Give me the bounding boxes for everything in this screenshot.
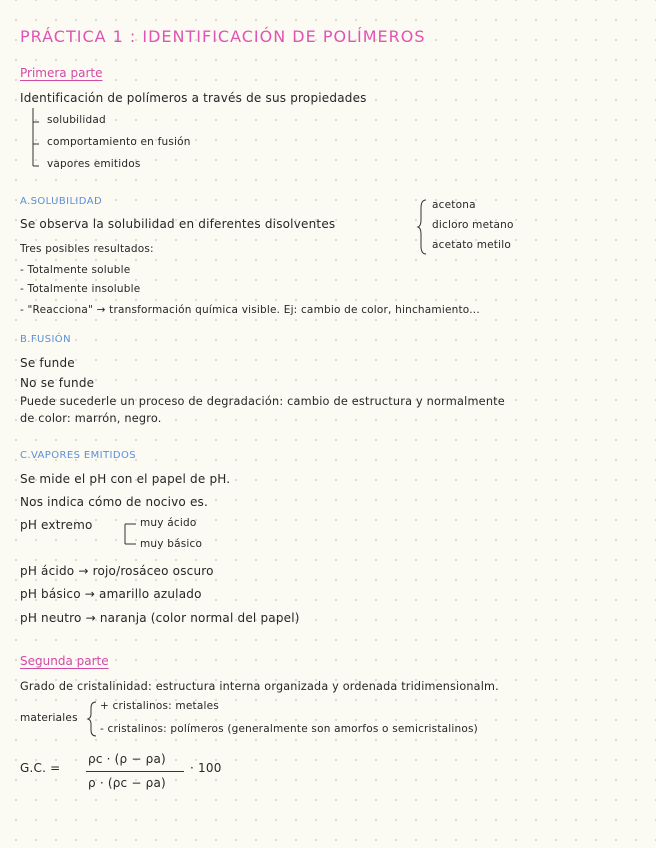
fusion-line-2: No se funde [20, 376, 95, 390]
ph-extremo-bracket [122, 520, 140, 550]
segunda-parte-heading: Segunda parte [20, 654, 109, 668]
solvents-brace [418, 198, 428, 256]
solubilidad-line1: Se observa la solubilidad en diferentes disolventes [20, 217, 336, 231]
fusion-heading: B.FUSIÓN [20, 334, 71, 345]
vapores-line2: Nos indica cómo de nocivo es. [20, 495, 209, 509]
materiales-item-2: - cristalinos: polímeros (generalmente son amorfos o semicristalinos) [100, 723, 478, 735]
vapores-heading: C.VAPORES EMITIDOS [20, 450, 136, 461]
materiales-label: materiales [20, 712, 78, 724]
solubilidad-line2: Tres posibles resultados: [20, 243, 154, 255]
solvent-3: acetato metilo [432, 239, 511, 251]
formula-factor: · 100 [190, 761, 222, 775]
solvent-2: dicloro metano [432, 219, 514, 231]
formula-numerator: ρc · (ρ − ρa) [88, 752, 166, 766]
fusion-line-3: Puede sucederle un proceso de degradación: cambio de estructura y normalmente [20, 395, 505, 408]
primera-parte-heading: Primera parte [20, 66, 103, 80]
fusion-line-4: de color: marrón, negro. [20, 412, 162, 425]
result-1: - Totalmente soluble [20, 264, 131, 276]
ph-line-1: pH ácido → rojo/rosáceo oscuro [20, 564, 214, 578]
ph-extremo-label: pH extremo [20, 518, 93, 532]
ph-extremo-item-1: muy ácido [140, 517, 197, 529]
gc-label: G.C. = [20, 761, 61, 775]
result-3: - "Reacciona" → transformación química visible. Ej: cambio de color, hinchamiento... [20, 304, 480, 316]
primera-item-2: comportamiento en fusión [47, 136, 191, 148]
solvent-1: acetona [432, 199, 476, 211]
fusion-line-1: Se funde [20, 356, 75, 370]
materiales-item-1: + cristalinos: metales [100, 700, 219, 712]
result-2: - Totalmente insoluble [20, 283, 141, 295]
segunda-line1: Grado de cristalinidad: estructura interna organizada y ordenada tridimensionalm. [20, 680, 499, 693]
primera-item-3: vapores emitidos [47, 158, 141, 170]
fraction-bar [86, 771, 184, 772]
formula-denominator: ρ · (ρc − ρa) [88, 776, 166, 790]
ph-line-2: pH básico → amarillo azulado [20, 587, 202, 601]
materiales-brace [88, 700, 98, 738]
ph-line-3: pH neutro → naranja (color normal del papel) [20, 611, 300, 625]
ph-extremo-item-2: muy básico [140, 538, 203, 550]
vapores-line1: Se mide el pH con el papel de pH. [20, 472, 231, 486]
page-title: PRÁCTICA 1 : IDENTIFICACIÓN DE POLÍMEROS [20, 27, 426, 46]
primera-intro: Identificación de polímeros a través de sus propiedades [20, 91, 367, 105]
solubilidad-heading: A.SOLUBILIDAD [20, 196, 103, 207]
primera-list-bracket [30, 108, 42, 170]
primera-item-1: solubilidad [47, 114, 106, 126]
